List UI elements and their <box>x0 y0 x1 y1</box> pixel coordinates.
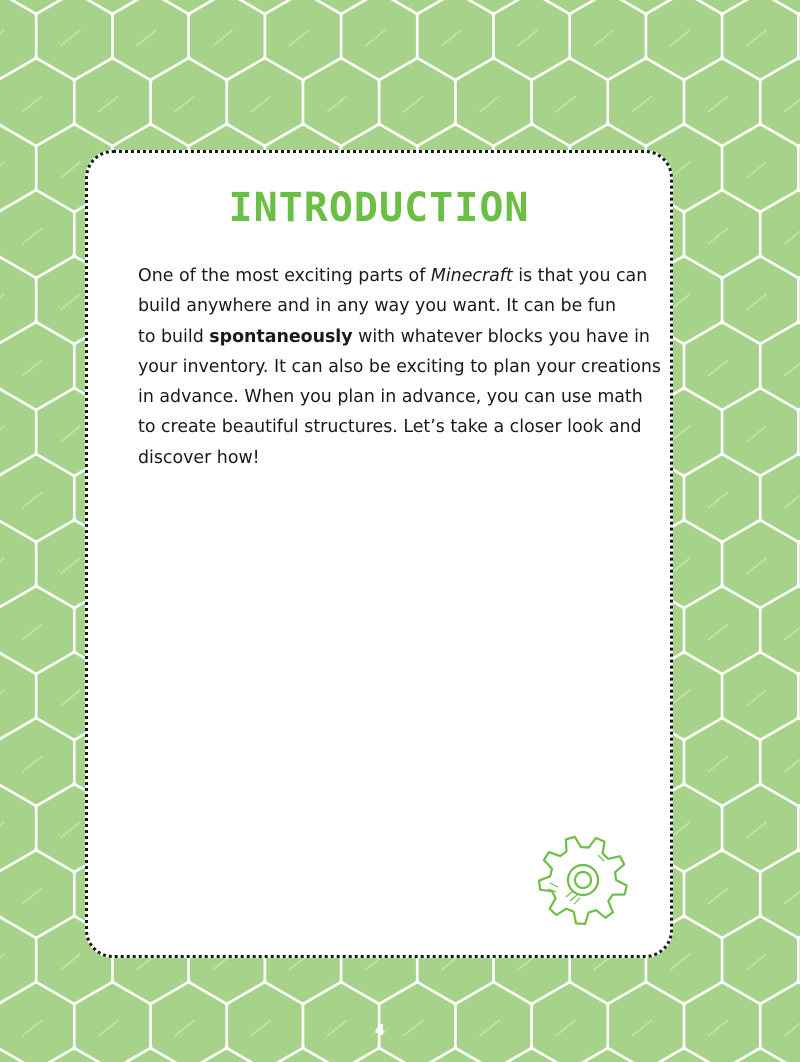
hexagon-tile <box>726 789 794 867</box>
hexagon-tile <box>688 591 756 669</box>
hexagon-tile <box>688 459 756 537</box>
hexagon-tile <box>726 0 794 75</box>
hexagon-tile <box>155 63 223 141</box>
hexagon-tile <box>460 63 528 141</box>
text-line-6: to create beautiful structures. Let’s take a closer look and <box>138 417 642 438</box>
text-line-5: in advance. When you plan in advance, you can use math <box>138 387 643 408</box>
hexagon-tile <box>688 63 756 141</box>
hexagon-tile <box>2 855 70 933</box>
gear-icon <box>528 825 638 935</box>
page-number: 4 <box>374 1021 386 1039</box>
hexagon-tile <box>688 195 756 273</box>
hexagon-tile <box>2 63 70 141</box>
hexagon-tile <box>269 0 337 75</box>
text-line-1 <box>138 261 658 291</box>
hexagon-tile <box>688 723 756 801</box>
hexagon-tile <box>2 459 70 537</box>
hexagon-tile <box>79 63 147 141</box>
hexagon-tile <box>726 525 794 603</box>
hexagon-tile <box>2 723 70 801</box>
hexagon-tile <box>422 0 490 75</box>
text-line-4: your inventory. It can also be exciting to plan your creations <box>138 356 661 377</box>
hexagon-tile <box>193 0 261 75</box>
text-segment: One of the most exciting parts of <box>138 266 431 286</box>
content-card <box>85 150 673 958</box>
text-segment: with whatever blocks you have in <box>352 326 650 347</box>
hexagon-tile <box>384 63 452 141</box>
hexagon-tile <box>536 63 604 141</box>
hexagon-tile <box>688 855 756 933</box>
italic-game-title: Minecraft <box>430 266 513 286</box>
hexagon-tile <box>726 393 794 471</box>
hexagon-tile <box>726 921 794 999</box>
text-line-3 <box>138 322 658 352</box>
hexagon-tile <box>345 0 413 75</box>
text-segment: is that you can <box>512 266 648 286</box>
hexagon-tile <box>650 0 718 75</box>
page-title: INTRODUCTION <box>228 185 530 231</box>
hexagon-tile <box>231 63 299 141</box>
hexagon-tile <box>2 195 70 273</box>
hexagon-tile <box>41 0 109 75</box>
text-line-7: discover how! <box>138 447 260 468</box>
hexagon-tile <box>117 0 185 75</box>
hexagon-tile <box>574 0 642 75</box>
hexagon-tile <box>2 327 70 405</box>
hexagon-tile <box>726 129 794 207</box>
hexagon-tile <box>688 327 756 405</box>
hexagon-tile <box>307 63 375 141</box>
hexagon-tile <box>612 63 680 141</box>
hexagon-tile <box>498 0 566 75</box>
intro-paragraph <box>138 261 661 473</box>
hexagon-tile <box>2 591 70 669</box>
text-line-2: build anywhere and in any way you want. It can be fun <box>138 296 616 317</box>
bold-vocabulary-word: spontaneously <box>209 326 353 347</box>
hexagon-tile <box>726 657 794 735</box>
text-segment: to build <box>138 326 210 347</box>
hexagon-tile <box>726 261 794 339</box>
